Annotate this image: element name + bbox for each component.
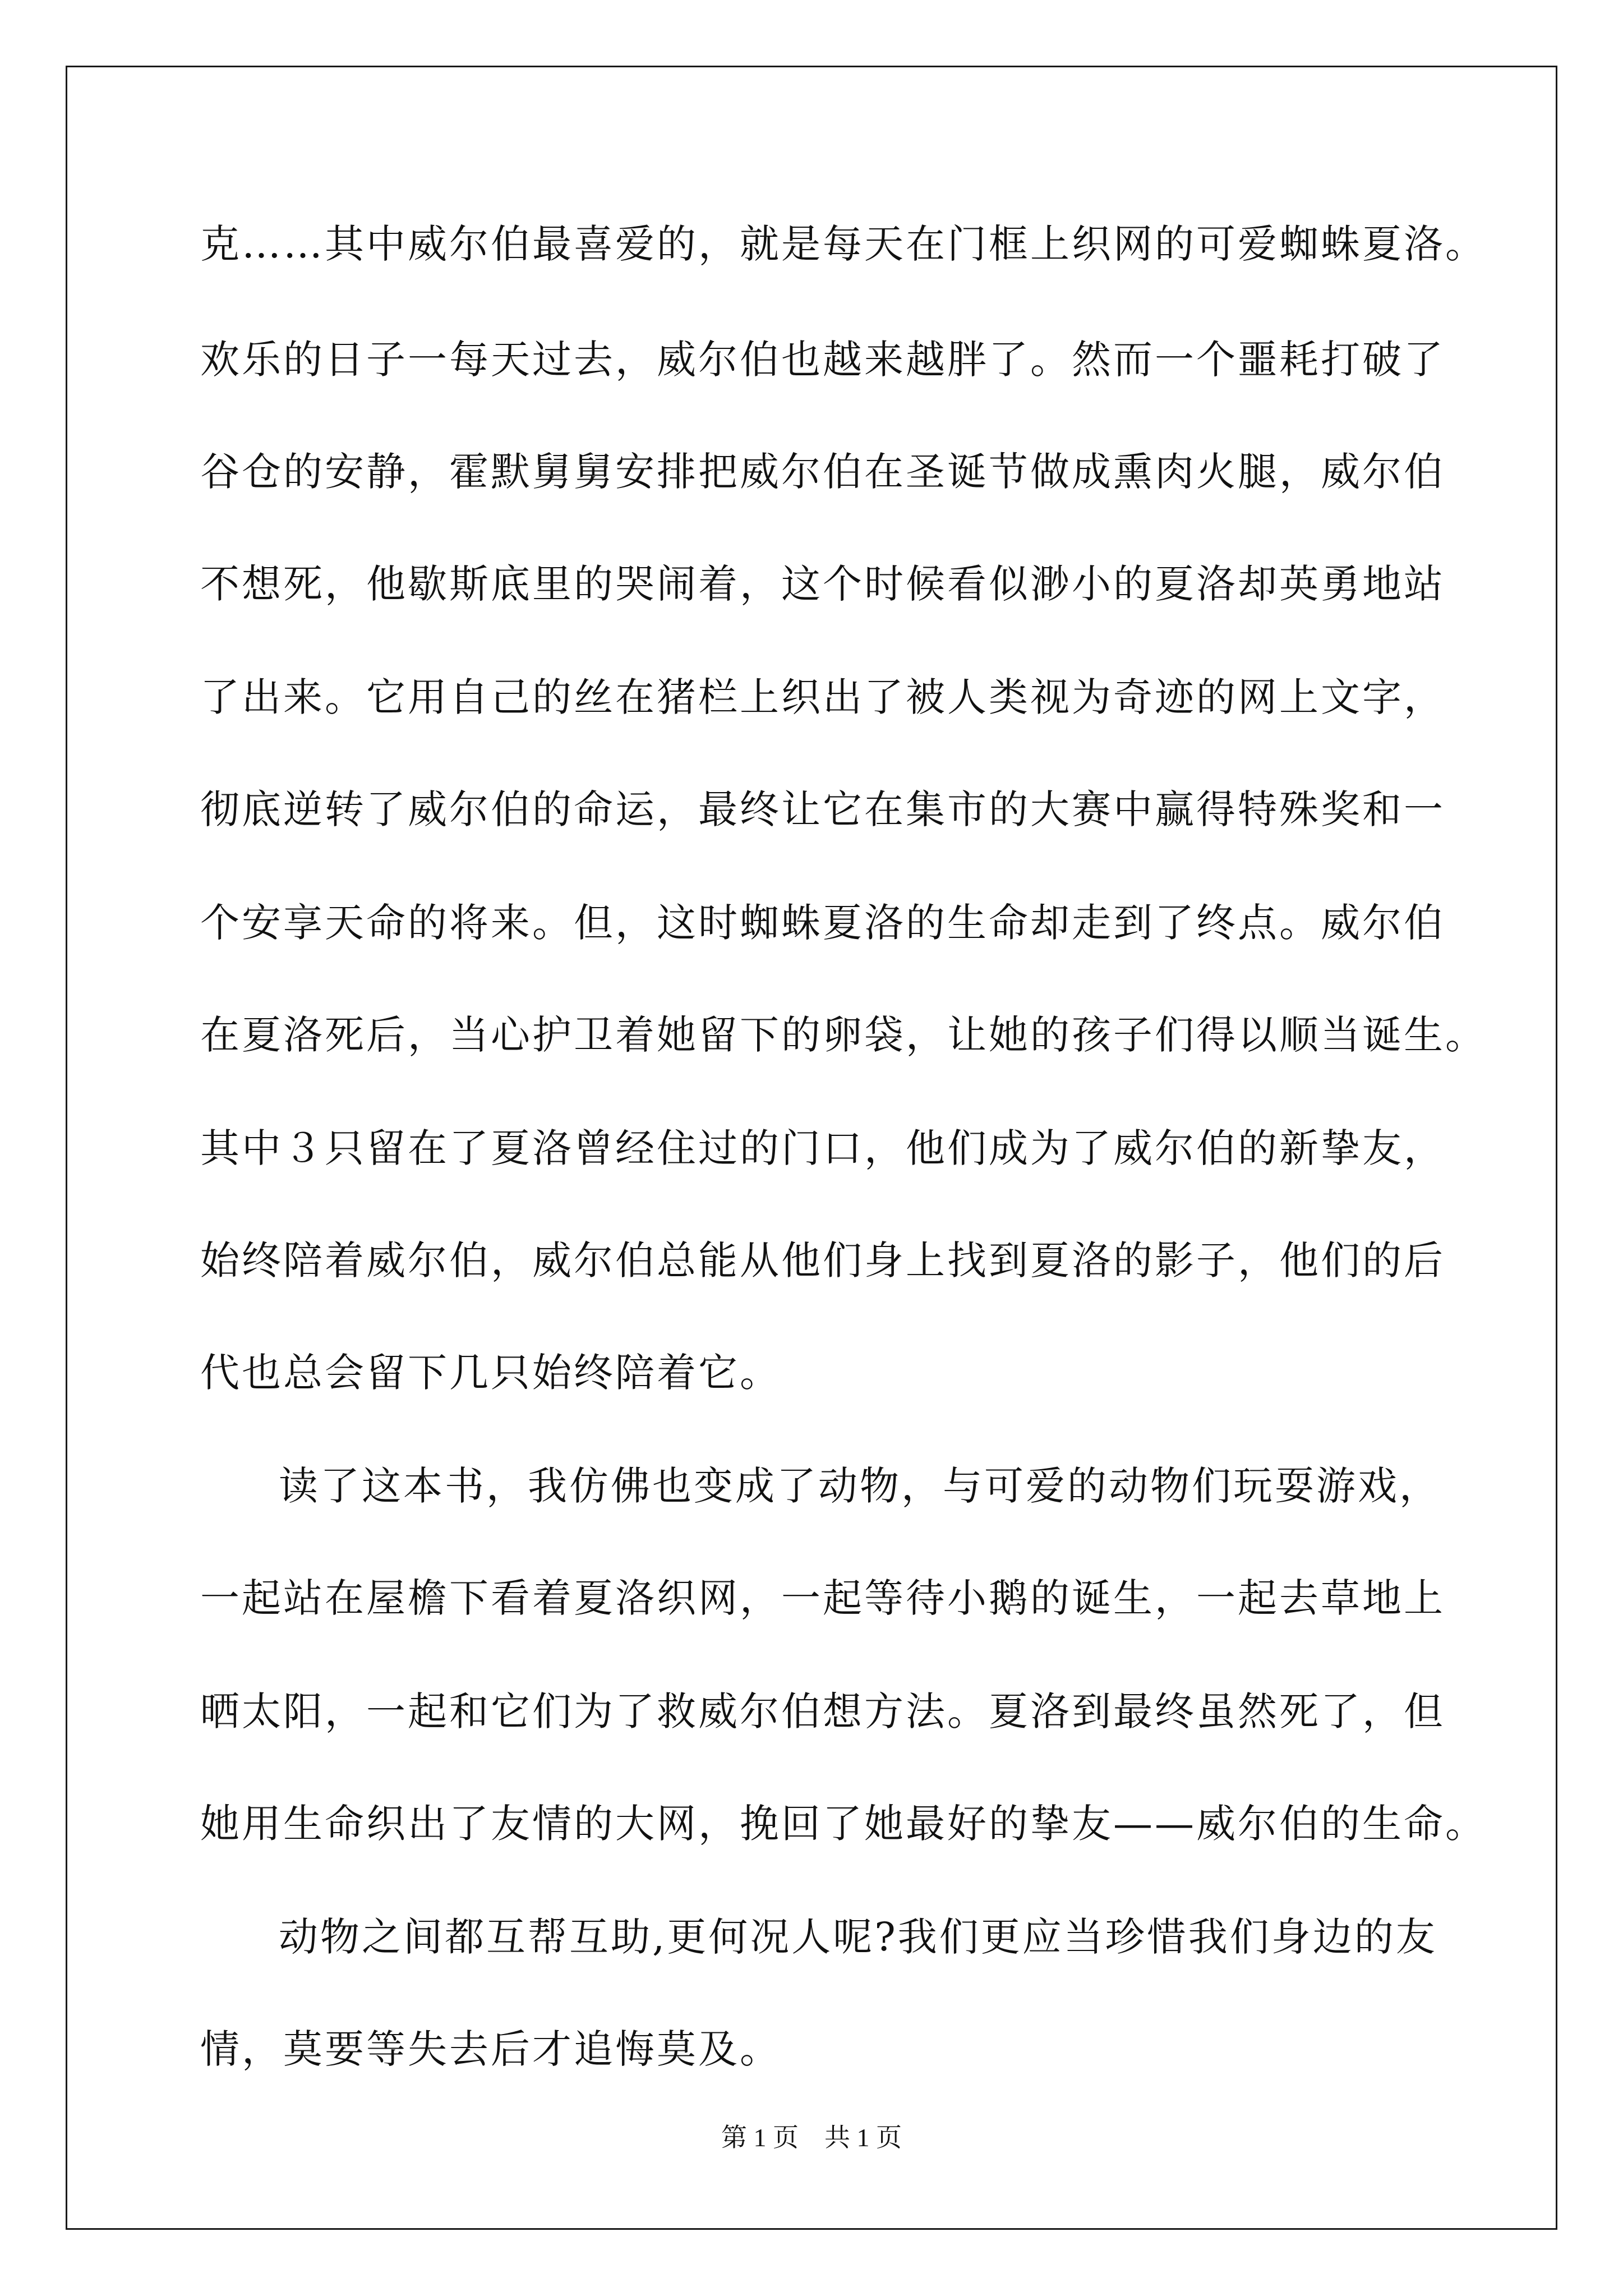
paragraph-first-line: 动物之间都互帮互助,更何况人呢?我们更应当珍惜我们身边的友 [279, 1914, 1437, 1960]
text-line: 谷仓的安静，霍默舅舅安排把威尔伯在圣诞节做成熏肉火腿，威尔伯 [200, 449, 1445, 495]
footer-spacer [799, 2123, 824, 2152]
text-line: 彻底逆转了威尔伯的命运，最终让它在集市的大赛中赢得特殊奖和一 [200, 786, 1445, 832]
page-footer [0, 2125, 1623, 2151]
text-line: 在夏洛死后，当心护卫着她留下的卵袋，让她的孩子们得以顺当诞生。 [200, 1012, 1487, 1058]
text-line: 个安享天命的将来。但，这时蜘蛛夏洛的生命却走到了终点。威尔伯 [200, 900, 1445, 946]
page-number: 第 1 页 [721, 2123, 799, 2152]
text-line: 情，莫要等失去后才追悔莫及。 [200, 2026, 781, 2072]
text-line: 欢乐的日子一每天过去，威尔伯也越来越胖了。然而一个噩耗打破了 [200, 337, 1445, 383]
text-line: 不想死，他歇斯底里的哭闹着，这个时候看似渺小的夏洛却英勇地站 [200, 561, 1445, 607]
paragraph-first-line: 读了这本书，我仿佛也变成了动物，与可爱的动物们玩耍游戏， [279, 1463, 1441, 1509]
page-total: 共 1 页 [824, 2123, 902, 2152]
text-line: 其中３只留在了夏洛曾经住过的门口，他们成为了威尔伯的新挚友， [200, 1125, 1445, 1171]
text-line: 她用生命织出了友情的大网，挽回了她最好的挚友——威尔伯的生命。 [200, 1801, 1487, 1847]
text-line: 了出来。它用自己的丝在猪栏上织出了被人类视为奇迹的网上文字， [200, 674, 1445, 720]
text-line: 克……其中威尔伯最喜爱的，就是每天在门框上织网的可爱蜘蛛夏洛。 [200, 221, 1487, 267]
text-line: 一起站在屋檐下看着夏洛织网，一起等待小鹅的诞生，一起去草地上 [200, 1575, 1445, 1621]
text-line: 代也总会留下几只始终陪着它。 [200, 1350, 781, 1396]
text-line: 始终陪着威尔伯，威尔伯总能从他们身上找到夏洛的影子，他们的后 [200, 1237, 1445, 1283]
text-line: 晒太阳，一起和它们为了救威尔伯想方法。夏洛到最终虽然死了，但 [200, 1688, 1445, 1734]
